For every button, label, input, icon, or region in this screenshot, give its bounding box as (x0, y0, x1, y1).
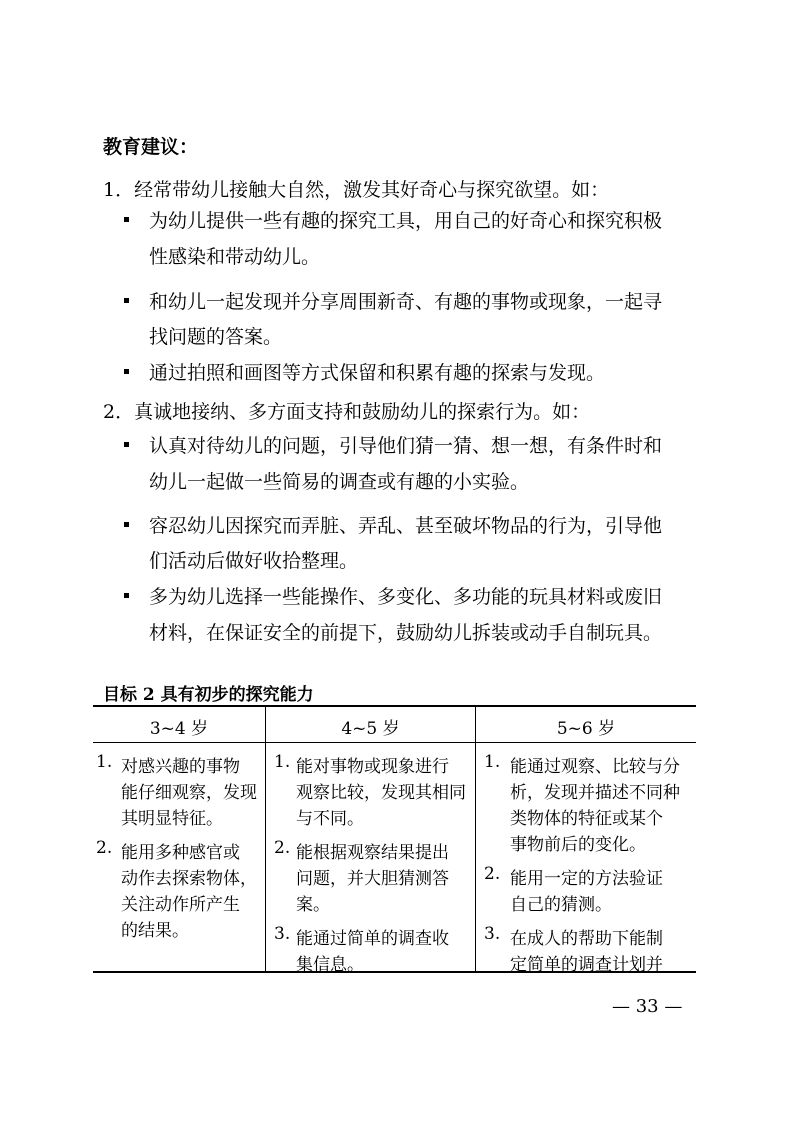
cell-line: 类物体的特征或某个 (510, 809, 663, 829)
bullet-line: 幼儿一起做一些简易的调查或有趣的小实验。 (149, 471, 530, 493)
cell-line: 能用一定的方法验证 (510, 869, 663, 889)
item-number: 2. (96, 838, 113, 858)
item-number: 1. (274, 752, 291, 772)
bullet-mark (124, 217, 129, 222)
cell-line: 在成人的帮助下能制 (510, 929, 663, 949)
cell-line: 问题，并大胆猜测答 (296, 869, 449, 889)
table-column-divider (265, 706, 266, 972)
table-header-rule (93, 742, 696, 743)
item-number: 3. (274, 924, 291, 944)
cell-line: 与不同。 (296, 809, 364, 829)
bullet-mark (124, 593, 129, 598)
cell-line: 观察比较，发现其相同 (296, 783, 466, 803)
bullet-line: 们活动后做好收拾整理。 (149, 550, 359, 572)
goal-title: 目标 2 具有初步的探究能力 (103, 685, 314, 705)
bullet-mark (124, 442, 129, 447)
bullet-line: 找问题的答案。 (149, 326, 283, 348)
column-header: 5~6 岁 (556, 719, 616, 739)
suggestion-heading-1: 1．经常带幼儿接触大自然，激发其好奇心与探究欲望。如： (103, 179, 610, 201)
table-top-rule (93, 705, 696, 707)
bullet-line: 容忍幼儿因探究而弄脏、弄乱、甚至破坏物品的行为，引导他 (149, 515, 663, 537)
column-header: 4~5 岁 (341, 719, 400, 739)
bullet-mark (124, 369, 129, 374)
column-header: 3~4 岁 (149, 719, 209, 739)
cell-line: 案。 (296, 895, 330, 915)
bullet-line: 和幼儿一起发现并分享周围新奇、有趣的事物或现象，一起寻 (149, 291, 663, 313)
bullet-mark (124, 522, 129, 527)
page-number: — 33 — (612, 996, 683, 1017)
bullet-mark (124, 298, 129, 303)
cell-line: 的结果。 (121, 921, 189, 941)
cell-line: 动作去探索物体， (121, 869, 257, 889)
cell-line: 能仔细观察，发现 (121, 783, 257, 803)
cell-line: 能对事物或现象进行 (296, 757, 449, 777)
cell-line: 能根据观察结果提出 (296, 843, 449, 863)
cell-line: 自己的猜测。 (510, 895, 612, 915)
cell-line: 能通过简单的调查收 (296, 929, 449, 949)
item-number: 3. (484, 924, 501, 944)
bullet-line: 性感染和带动幼儿。 (149, 246, 321, 268)
cell-line: 定简单的调查计划并 (510, 955, 663, 975)
section-title: 教育建议： (103, 136, 199, 158)
bullet-line: 通过拍照和画图等方式保留和积累有趣的探索与发现。 (149, 362, 606, 384)
cell-line: 事物前后的变化。 (510, 835, 646, 855)
cell-line: 能用多种感官或 (121, 843, 240, 863)
bullet-line: 多为幼儿选择一些能操作、多变化、多功能的玩具材料或废旧 (149, 586, 663, 608)
item-number: 2. (484, 864, 501, 884)
item-number: 2. (274, 838, 291, 858)
suggestion-heading-2: 2．真诚地接纳、多方面支持和鼓励幼儿的探索行为。如： (103, 401, 591, 423)
cell-line: 关注动作所产生 (121, 895, 240, 915)
cell-line: 其明显特征。 (121, 809, 223, 829)
cell-line: 对感兴趣的事物 (121, 757, 240, 777)
cell-line: 集信息。 (296, 955, 364, 975)
bullet-line: 为幼儿提供一些有趣的探究工具，用自己的好奇心和探究积极 (149, 210, 663, 232)
cell-line: 能通过观察、比较与分 (510, 757, 680, 777)
cell-line: 析，发现并描述不同种 (510, 783, 680, 803)
bullet-line: 材料，在保证安全的前提下，鼓励幼儿拆装或动手自制玩具。 (149, 622, 663, 644)
item-number: 1. (96, 752, 113, 772)
item-number: 1. (484, 752, 501, 772)
bullet-line: 认真对待幼儿的问题，引导他们猜一猜、想一想，有条件时和 (149, 435, 663, 457)
table-column-divider (475, 706, 476, 972)
